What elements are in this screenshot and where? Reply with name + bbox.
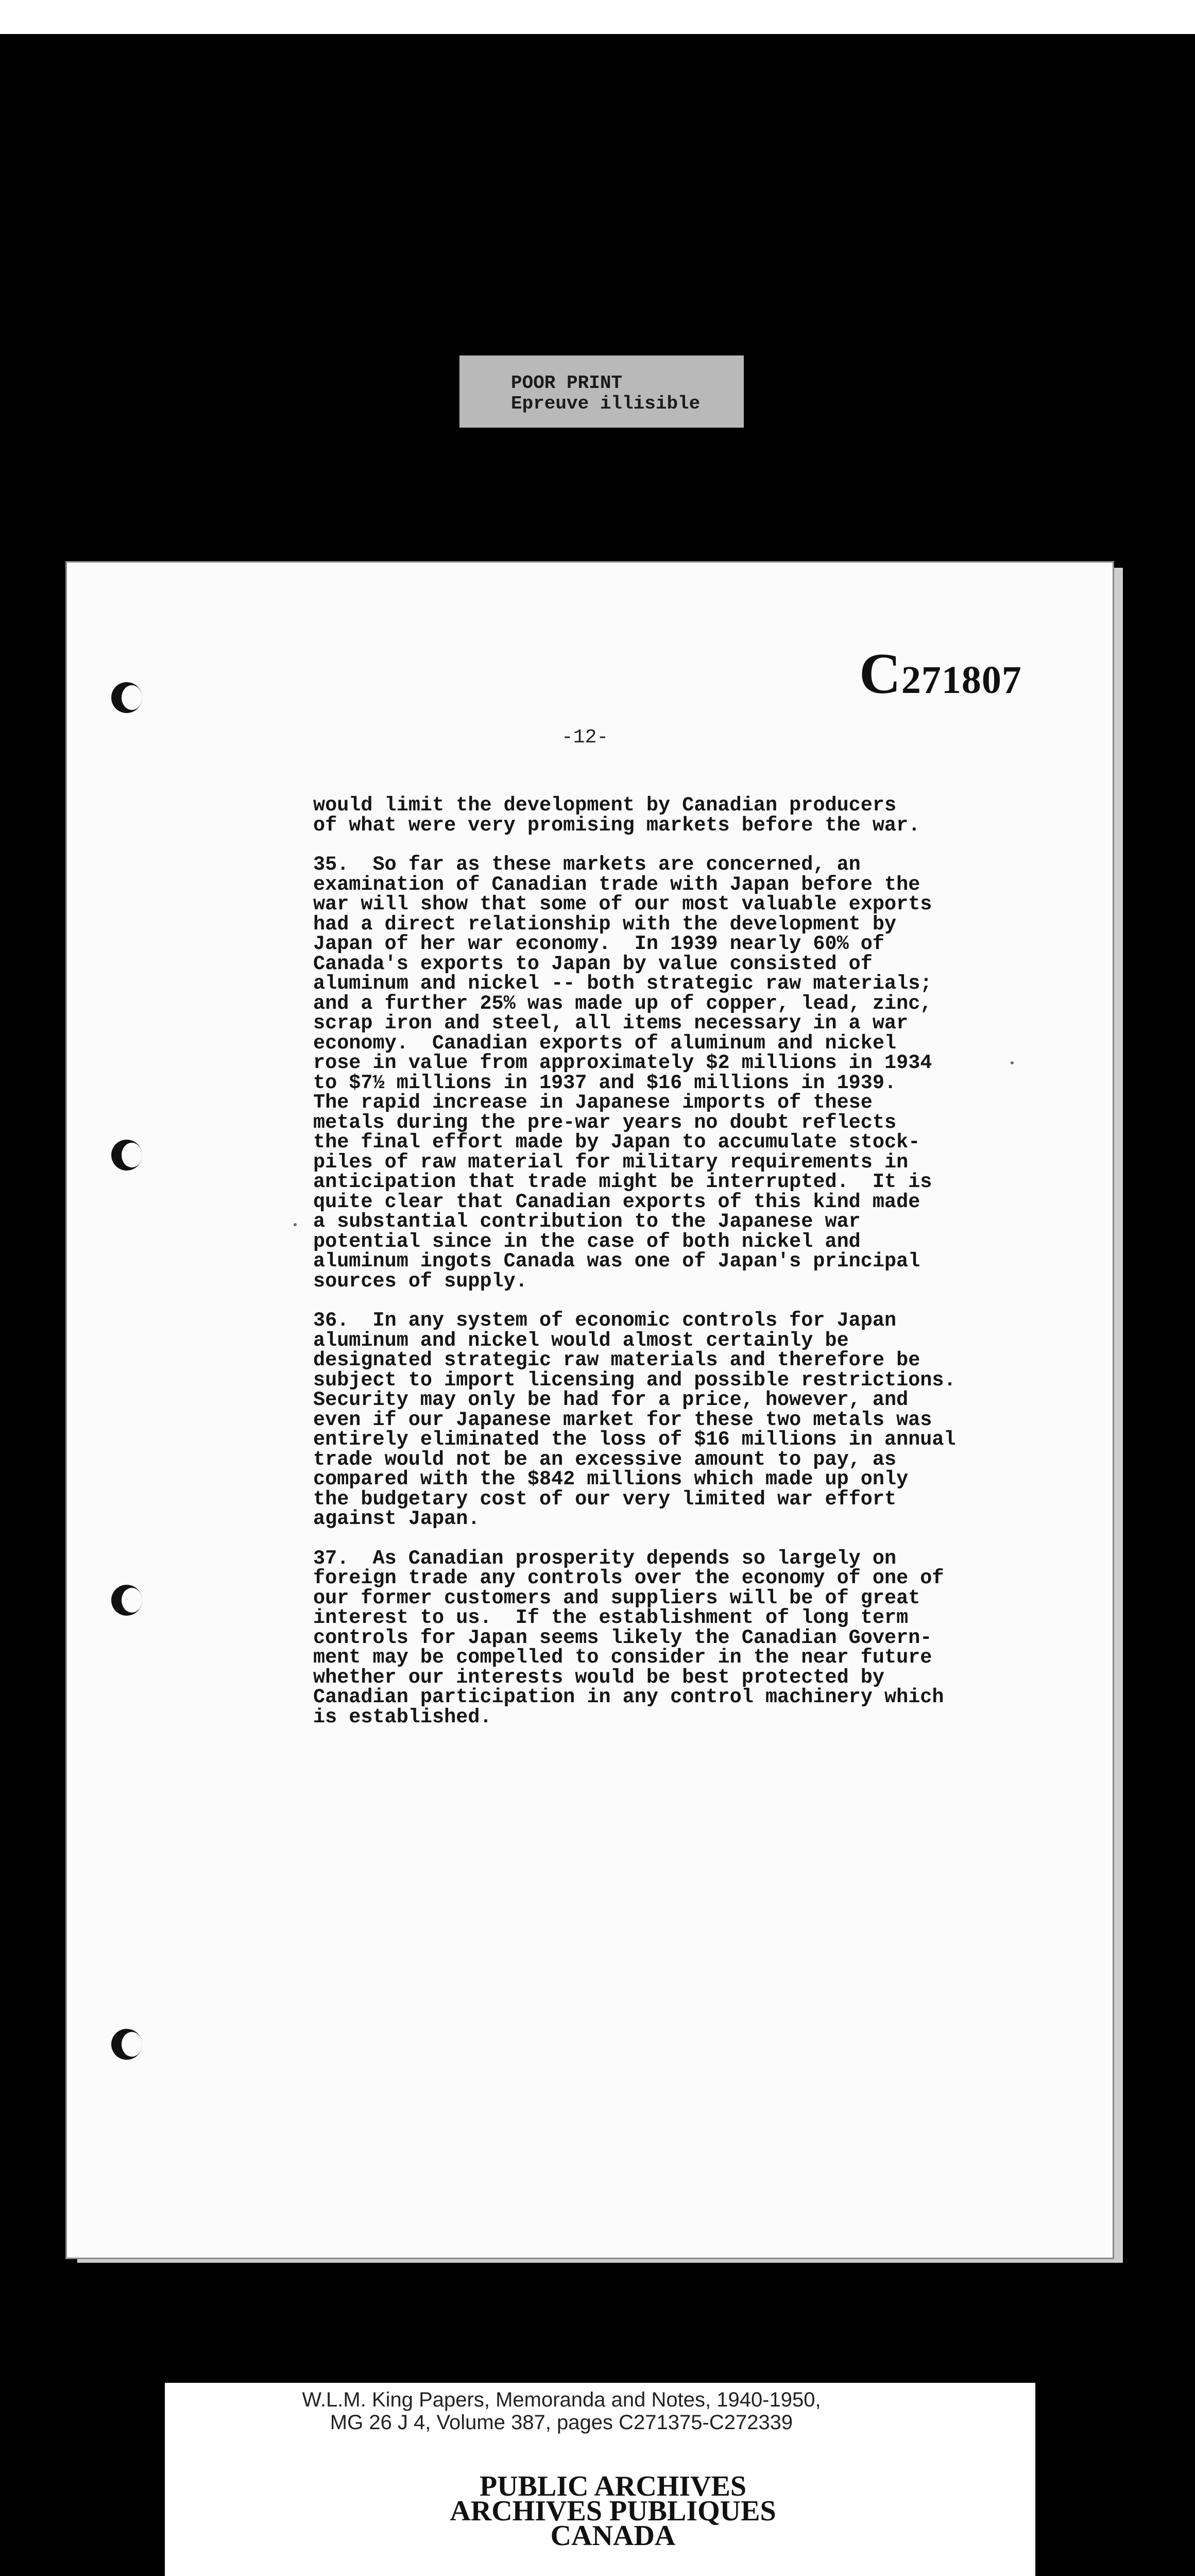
paragraph bbox=[313, 795, 1086, 835]
text-line: rose in value from approximately $2 millions in 1934 bbox=[313, 1052, 932, 1074]
archive-title-line-1: PUBLIC ARCHIVES bbox=[479, 2470, 747, 2502]
text-line: anticipation that trade might be interrupted. It is bbox=[313, 1171, 932, 1193]
text-line: controls for Japan seems likely the Canadian Govern- bbox=[313, 1626, 932, 1649]
speck bbox=[1011, 1061, 1014, 1064]
text-line: Canadian participation in any control machinery which bbox=[313, 1686, 944, 1708]
text-line: even if our Japanese market for these two metals was bbox=[313, 1408, 932, 1431]
text-line: is established. bbox=[313, 1705, 492, 1728]
archive-caption bbox=[185, 2388, 937, 2434]
text-line: Japan of her war economy. In 1939 nearly 60% of bbox=[313, 933, 884, 955]
text-line: aluminum and nickel would almost certainly be bbox=[313, 1329, 849, 1352]
text-line: ment may be compelled to consider in the near future bbox=[313, 1646, 932, 1669]
text-line: trade would not be an excessive amount to pay, as bbox=[313, 1448, 897, 1471]
archive-title bbox=[185, 2470, 1040, 2552]
text-line: the budgetary cost of our very limited war effort bbox=[313, 1487, 897, 1511]
text-line: potential since in the case of both nickel and bbox=[313, 1230, 861, 1253]
text-line: against Japan. bbox=[313, 1507, 480, 1530]
text-line: 37. As Canadian prosperity depends so largely on bbox=[313, 1547, 897, 1570]
text-line: whether our interests would be best protected by bbox=[313, 1666, 884, 1689]
text-line: quite clear that Canadian exports of this kind made bbox=[313, 1190, 920, 1213]
punch-hole bbox=[111, 682, 142, 713]
text-line: to $7½ millions in 1937 and $16 millions in 1939. bbox=[313, 1071, 897, 1094]
text-line: compared with the $842 millions which made up only bbox=[313, 1468, 909, 1490]
document-number-digits: 271807 bbox=[901, 658, 1022, 702]
text-line: and a further 25% was made up of copper, lead, zinc, bbox=[313, 992, 932, 1015]
text-line: scrap iron and steel, all items necessary in a war bbox=[313, 1012, 909, 1035]
text-line: would limit the development by Canadian producers bbox=[313, 794, 897, 817]
text-line: our former customers and suppliers will be of great bbox=[313, 1586, 920, 1609]
text-line: economy. Canadian exports of aluminum and nickel bbox=[313, 1031, 897, 1055]
document-number bbox=[859, 641, 1022, 707]
text-line: sources of supply. bbox=[313, 1269, 527, 1293]
text-line: metals during the pre-war years no doubt reflects bbox=[313, 1111, 897, 1134]
top-border-strip bbox=[0, 0, 1195, 34]
text-line: subject to import licensing and possible restrictions. bbox=[313, 1368, 956, 1392]
document-number-prefix: C bbox=[859, 642, 901, 706]
caption-line-2: MG 26 J 4, Volume 387, pages C271375-C272339 bbox=[330, 2411, 793, 2434]
memo-body bbox=[313, 795, 1086, 1747]
text-line: aluminum and nickel -- both strategic raw materials; bbox=[313, 972, 932, 995]
text-line: a substantial contribution to the Japanese war bbox=[313, 1210, 861, 1233]
paragraph bbox=[313, 1549, 1086, 1727]
stamp-line-2: Epreuve illisible bbox=[511, 393, 701, 414]
text-line: foreign trade any controls over the economy of one of bbox=[313, 1567, 944, 1589]
document-page bbox=[67, 563, 1113, 2258]
archive-title-line-2: ARCHIVES PUBLIQUES bbox=[450, 2495, 776, 2527]
text-line: entirely eliminated the loss of $16 millions in annual bbox=[313, 1428, 956, 1451]
punch-hole bbox=[111, 1585, 142, 1616]
text-line: examination of Canadian trade with Japan before the bbox=[313, 873, 920, 896]
text-line: interest to us. If the establishment of long term bbox=[313, 1606, 909, 1629]
page-number: -12- bbox=[561, 726, 609, 749]
text-line: Canada's exports to Japan by value consisted of bbox=[313, 952, 873, 975]
paragraph bbox=[313, 855, 1086, 1291]
text-line: piles of raw material for military requirements in bbox=[313, 1150, 909, 1174]
text-line: designated strategic raw materials and therefore be bbox=[313, 1349, 920, 1371]
text-line: the final effort made by Japan to accumulate stock- bbox=[313, 1131, 920, 1154]
text-line: The rapid increase in Japanese imports of these bbox=[313, 1091, 873, 1114]
caption-line-1: W.L.M. King Papers, Memoranda and Notes, 1940-1950, bbox=[302, 2388, 821, 2411]
text-line: had a direct relationship with the development by bbox=[313, 912, 897, 936]
text-line: 36. In any system of economic controls for Japan bbox=[313, 1309, 897, 1332]
paragraph bbox=[313, 1311, 1086, 1529]
text-line: Security may only be had for a price, however, and bbox=[313, 1388, 909, 1411]
text-line: 35. So far as these markets are concerned, an bbox=[313, 853, 861, 876]
speck bbox=[294, 1223, 297, 1226]
poor-print-stamp bbox=[459, 355, 744, 428]
text-line: aluminum ingots Canada was one of Japan's principal bbox=[313, 1250, 920, 1273]
text-line: of what were very promising markets before the war. bbox=[313, 814, 920, 837]
archive-title-line-3: CANADA bbox=[550, 2520, 676, 2552]
punch-hole bbox=[111, 2029, 142, 2060]
punch-hole bbox=[111, 1140, 142, 1171]
stamp-line-1: POOR PRINT bbox=[511, 372, 623, 394]
text-line: war will show that some of our most valuable exports bbox=[313, 893, 932, 916]
